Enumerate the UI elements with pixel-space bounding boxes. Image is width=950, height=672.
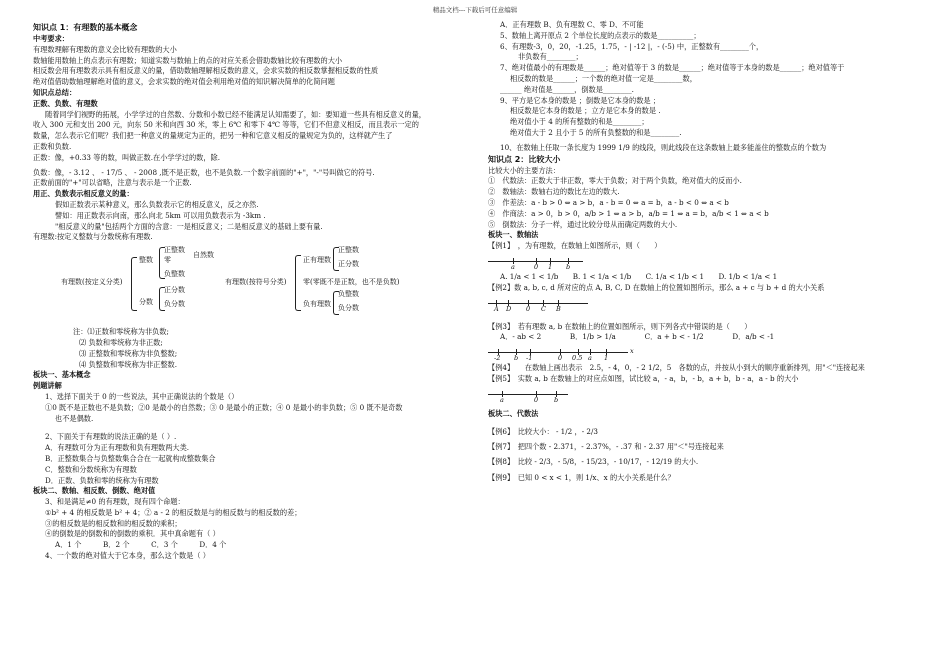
- method-line: ③ 作差法：a - b > 0 ⇔ a > b，a - b = 0 ⇔ a = b，a - b < 0 ⇔ a < b: [488, 197, 729, 207]
- paragraph-line: 正数前面的"+"可以省略，注意与表示是一个正数.: [33, 178, 192, 188]
- diagram-node: 正分数: [338, 260, 359, 269]
- question: 4、一个数的绝对值大于它本身，那么这个数是（ ）: [45, 551, 210, 561]
- note-line: ⑵ 负数和零统称为非正数;: [79, 337, 163, 347]
- axis-label: 1: [548, 262, 553, 271]
- diagram-node: 正分数: [164, 286, 185, 295]
- diagram-node: 正整数: [338, 246, 359, 255]
- option: D．正数、负数和零的统称为有理数: [45, 475, 159, 485]
- diagram-node: 负有理数: [303, 300, 331, 309]
- diagram-node: 负整数: [164, 270, 185, 279]
- diagram-node: 负分数: [164, 300, 185, 309]
- example: 【例3】 若有理数 a, b 在数轴上的位置如图所示，则下列各式中错误的是（ ）: [488, 321, 752, 331]
- example: 【例2】数 a, b, c, d 所对应的点 A, B, C, D 在数轴上的位置如图所示，那么 a + c 与 b + d 的大小关系: [488, 282, 825, 292]
- question-line: ______ 绝对值是______，倒数是________.: [500, 84, 634, 94]
- left-column: [33, 22, 473, 562]
- block-heading: 板块一、基本概念: [33, 370, 91, 380]
- positive-definition: 正数：像，+0.33 等的数，叫做正数.在小学学过的数，除.: [33, 152, 221, 162]
- question: 10、在数轴上任取一条长度为 1999 1/9 的线段，则此线段在这条数轴上最多能盖住的整数点的个数为: [500, 142, 827, 152]
- axis-label: x: [630, 347, 634, 356]
- axis-label: 0: [558, 354, 563, 363]
- diagram-node: 正有理数: [303, 256, 331, 265]
- diagram-root-right: 有理数(按符号分类): [225, 278, 287, 287]
- block-heading: 板块二、数轴、相反数、倒数、绝对值: [33, 486, 156, 496]
- axis-label: C: [541, 304, 546, 313]
- axis-label: D: [506, 304, 512, 313]
- diagram-node: 分数: [139, 298, 153, 307]
- question-line: 也不是偶数.: [55, 413, 94, 423]
- rational-definition: 有理数:按定义整数与分数统称有理数.: [33, 232, 153, 242]
- axis-label: b: [566, 262, 571, 271]
- axis-label: 0: [526, 304, 531, 313]
- note-line: ⑶ 正整数和零统称为非负整数;: [79, 348, 178, 358]
- axis-label: a: [511, 262, 515, 271]
- axis-label: -1: [526, 354, 533, 363]
- question: 9、平方是它本身的数是 ；倒数是它本身的数是 ；: [500, 95, 661, 105]
- option: B．正整数集合与负整数集合合在一起就构成整数集合: [45, 453, 216, 463]
- note-line: ⑷ 负整数和零统称为非正整数.: [79, 359, 178, 369]
- method-line: ④ 作商法：a > 0，b > 0，a/b > 1 ⇔ a > b，a/b = 1 ⇔ a = b，a/b < 1 ⇔ a < b: [488, 208, 769, 218]
- question-line: ③的相反数是的相反数和的相反数的乘积；: [45, 518, 182, 528]
- diagram-node: 自然数: [193, 251, 214, 260]
- question-line: 绝对值小于 4 的所有整数的和是________；: [510, 117, 649, 127]
- option: A．正有理数 B、负有理数 C、零 D、不可能: [500, 20, 644, 29]
- question-line: ①b² + 4 的相反数是 b² + 4；② a - 2 的相反数是与的相反数与的相反数的差；: [45, 507, 302, 517]
- number-line: [488, 387, 928, 403]
- note-line: 注：⑴正数和零统称为非负数;: [73, 327, 169, 337]
- paragraph-line: 收入 300 元和支出 200 元，向东 50 米和向西 30 米，零上 6℃ 和零下 4℃ 等等，它们不但意义相反，而且表示一定的: [33, 120, 419, 130]
- paragraph-line: 譬如：用正数表示向南，那么向北 5km 可以用负数表示为 -3km .: [55, 210, 266, 220]
- axis-label: a: [500, 395, 504, 404]
- page-header: 精品文档---下载后可任意编辑: [432, 6, 518, 14]
- example: 【例4】 在数轴上画出表示 2.5，- 4，0，- 2 1/2，5 各数的点，并按从小到大的顺序重新排列，用"＜"连接起来: [488, 363, 865, 373]
- right-column: [488, 20, 928, 487]
- axis-label: b: [554, 395, 559, 404]
- requirement-line: 相反数会用有理数表示具有相反意义的量，借助数轴理解相反数的意义，会求实数的相反数掌握相反数的性质: [33, 66, 379, 76]
- question: 6、有理数-3，0，20，-1.25，1.75，- | -12 |，- (-5) 中，正整数有________个，: [500, 41, 764, 51]
- summary-heading: 知识点总结：: [33, 87, 77, 97]
- section-title: 知识点 2：比较大小: [488, 154, 561, 164]
- axis-label: b: [514, 354, 519, 363]
- question-line: 绝对值大于 2 且小于 5 的所有负整数的和是________.: [510, 127, 682, 137]
- negative-definition: 负数：像，- 3.12 、 - 17/5 、 - 2008 ,既不是正数，也不是负数.一个数字前面的"+"，"-"号叫做它的符号.: [33, 167, 375, 177]
- example: 【例8】 比较 - 2/3，- 5/8，- 15/23，- 10/17，- 12/19 的大小.: [488, 456, 699, 466]
- question-line: ①0 既不是正数也不是负数；②0 是最小的自然数；③ 0 是最小的正数；④ 0 是最小的非负数；⑤ 0 既不是奇数: [45, 402, 403, 412]
- example: 【例1】 ，为有理数，在数轴上如图所示，则（ ）: [488, 241, 662, 251]
- axis-label: 0: [534, 395, 539, 404]
- example: 【例6】 比较大小： - 1/2 ，- 2/3: [488, 426, 598, 436]
- subsection-heading: 用正、负数表示相反意义的量：: [33, 189, 134, 199]
- method-line: ① 代数法：正数大于非正数，零大于负数；对于两个负数，绝对值大的反而小.: [488, 176, 742, 186]
- number-line: [488, 254, 928, 270]
- paragraph-line: 正数和负数.: [33, 141, 72, 151]
- brace: [131, 257, 137, 311]
- option: A．1 个 B．2 个 C．3 个 D．4 个: [55, 540, 227, 550]
- diagram-node: 负分数: [338, 304, 359, 313]
- classification-diagram: [33, 247, 473, 321]
- examples-heading: 例题讲解: [33, 381, 62, 391]
- axis-label: A: [494, 304, 499, 313]
- method-line: ② 数轴法：数轴右边的数比左边的数大.: [488, 187, 620, 197]
- diagram-node: 正整数: [164, 246, 185, 255]
- diagram-node: 负整数: [338, 290, 359, 299]
- block-heading: 板块二、代数法: [488, 408, 539, 418]
- subsection-heading: 正数、负数、有理数: [33, 98, 98, 108]
- paragraph-line: 假如正数表示某种意义，那么负数表示它的相反意义，反之亦然.: [55, 199, 259, 209]
- options: A．- ab < 2 B．1/b > 1/a C．a + b < - 1/2 D．a/b < -1: [500, 332, 775, 342]
- axis-label: 1: [604, 354, 609, 363]
- question: 7、绝对值最小的有理数是______；绝对值等于 3 的数是______；绝对值等于本身的数是______；绝对值等于: [500, 63, 845, 73]
- diagram-root-left: 有理数(按定义分类): [61, 278, 123, 287]
- paragraph-line: 随着同学们视野的拓展，小学学过的自然数、分数和小数已经不能满足认知需要了，如：要知道一些具有相反意义的量，: [45, 109, 426, 119]
- option: C．整数和分数统称为有理数: [45, 464, 137, 474]
- axis-label: 0.5: [572, 354, 583, 363]
- requirement-line: 有理数理解有理数的意义会比较有理数的大小: [33, 44, 177, 54]
- requirements-heading: 中考要求：: [33, 34, 69, 43]
- question-line: 相反数的数是______；一个数的绝对值一定是________数，: [510, 73, 697, 83]
- number-line: [488, 345, 928, 361]
- brace: [295, 255, 301, 311]
- paragraph-line: 数量，怎么表示它们呢？我们把一种意义的量规定为正的，把另一种和它意义相反的量规定为负的，这样就产生了: [33, 131, 393, 141]
- example: 【例9】 已知 0 < x < 1，则 1/x、x 的大小关系是什么？: [488, 473, 675, 483]
- requirement-line: 绝对值借助数轴理解绝对值的意义，会求实数的绝对值会利用绝对值的知识解决简单的化简问题: [33, 77, 335, 87]
- paragraph-line: "相反意义的量"包括两个方面的含意：一是相反意义；二是相反意义的基础上要有量.: [55, 221, 323, 231]
- block-heading: 板块一、数轴法: [488, 230, 539, 240]
- question-line: ④的倒数是的倒数和的倒数的乘积．其中真命题有（ ）: [45, 529, 220, 539]
- number-line: [488, 296, 928, 312]
- options: A. 1/a < 1 < 1/b B. 1 < 1/a < 1/b C. 1/a < 1/b < 1 D. 1/b < 1/a < 1: [500, 271, 778, 281]
- question-line: 非负数有________；: [518, 52, 583, 62]
- question: 3、和是满足≠0 的有理数，现有四个命题：: [45, 497, 185, 507]
- axis-label: B: [556, 304, 561, 313]
- question: 1、选择下面关于 0 的一些说法，其中正确说法的个数是（）: [45, 391, 239, 401]
- paragraph-line: 比较大小的主要方法：: [488, 165, 560, 175]
- option: A．有理数可分为正有理数和负有理数两大类.: [45, 443, 190, 453]
- axis-label: 0: [534, 262, 539, 271]
- requirement-line: 数轴能用数轴上的点表示有理数；知道实数与数轴上的点的对应关系会借助数轴比较有理数的大小: [33, 55, 343, 65]
- question: 5、数轴上离开原点 2 个单位长度的点表示的数是__________；: [500, 30, 701, 40]
- diagram-node: 零(零既不是正数，也不是负数): [303, 278, 400, 287]
- section-title: 知识点 1：有理数的基本概念: [33, 23, 138, 32]
- axis-label: a: [588, 354, 592, 363]
- example: 【例7】 把四个数 - 2.371，- 2.37%，- .37 和 - 2.37 用"＜"号连接起来: [488, 441, 724, 451]
- diagram-node: 整数: [139, 256, 153, 265]
- question-line: 相反数是它本身的数是 ；立方是它本身的数是 .: [510, 106, 661, 116]
- axis-label: -2: [494, 354, 501, 363]
- diagram-node: 零: [164, 256, 171, 265]
- example: 【例5】 实数 a, b 在数轴上的对应点如图，试比较 a，- a，b，- b，a + b，b - a，a - b 的大小: [488, 373, 799, 383]
- method-line: ⑤ 倒数法：分子一样，通过比较分母从而确定两数的大小.: [488, 219, 678, 229]
- question: 2、下面关于有理数的说法正确的是（ ）.: [45, 432, 177, 442]
